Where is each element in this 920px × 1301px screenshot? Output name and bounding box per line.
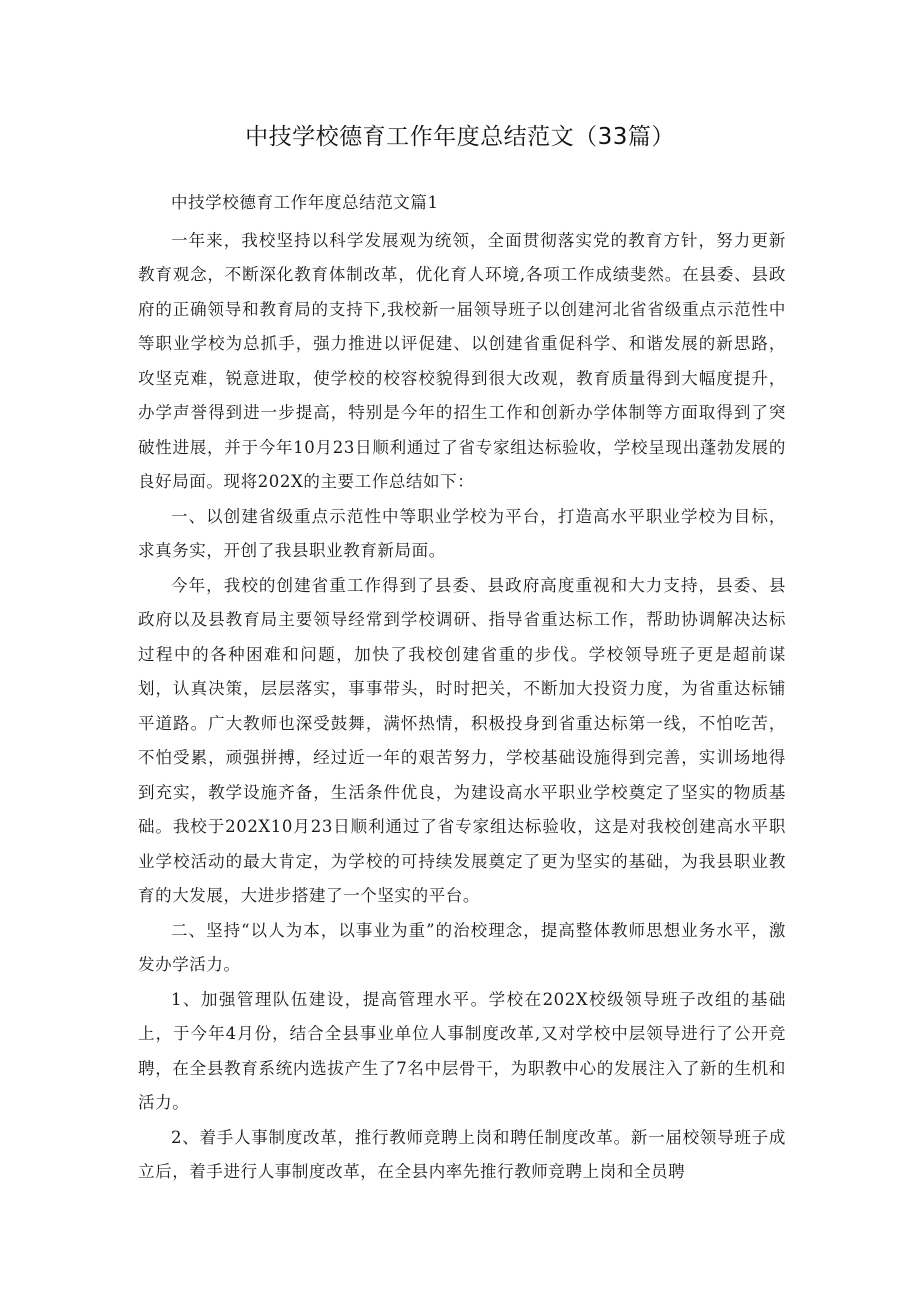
section-subtitle: 中技学校德育工作年度总结范文篇1: [171, 193, 439, 212]
document-body: [138, 186, 786, 1190]
paragraph-section-one-body: 今年，我校的创建省重工作得到了县委、县政府高度重视和大力支持，县委、县政府以及县教育局主要领导经常到学校调研、指导省重达标工作，帮助协调解决达标过程中的各种困难和问题，加快了我校创建省重的步伐。学校领导班子更是超前谋划，认真决策，层层落实，事事带头，时时把关，不断加大投资力度，为省重达标铺平道路。广大教师也深受鼓舞，满怀热情，积极投身到省重达标第一线，不怕吃苦，不怕受累，顽强拼搏，经过近一年的艰苦努力，学校基础设施得到完善，实训场地得到充实，教学设施齐备，生活条件优良，为建设高水平职业学校奠定了坚实的物质基础。我校于202X10月23日顺利通过了省专家组达标验收，这是对我校创建高水平职业学校活动的最大肯定，为学校的可持续发展奠定了更为坚实的基础，为我县职业教育的大发展，大进步搭建了一个坚实的平台。: [138, 575, 786, 905]
paragraph-section-one-heading: 一、以创建省级重点示范性中等职业学校为平台，打造高水平职业学校为目标，求真务实，开创了我县职业教育新局面。: [138, 506, 786, 560]
paragraph-item-one: 1、加强管理队伍建设，提高管理水平。学校在202X校级领导班子改组的基础上，于今年4月份，结合全县事业单位人事制度改革,又对学校中层领导进行了公开竞聘，在全县教育系统内选拔产生了7名中层骨干，为职教中心的发展注入了新的生机和活力。: [138, 989, 786, 1112]
paragraph-section-two-heading: 二、坚持“以人为本，以事业为重”的治校理念，提高整体教师思想业务水平，激发办学活力。: [138, 920, 786, 974]
document-title: 中技学校德育工作年度总结范文（33篇）: [245, 124, 675, 150]
paragraph-item-two: 2、着手人事制度改革，推行教师竞聘上岗和聘任制度改革。新一届校领导班子成立后，着手进行人事制度改革，在全县内率先推行教师竞聘上岗和全员聘: [138, 1127, 786, 1181]
paragraph-intro: 一年来，我校坚持以科学发展观为统领，全面贯彻落实党的教育方针，努力更新教育观念，不断深化教育体制改革，优化育人环境,各项工作成绩斐然。在县委、县政府的正确领导和教育局的支持下,我校新一届领导班子以创建河北省省级重点示范性中等职业学校为总抓手，强力推进以评促建、以创建省重促科学、和谐发展的新思路，攻坚克难，锐意进取，使学校的校容校貌得到很大改观，教育质量得到大幅度提升，办学声誉得到进一步提高，特别是今年的招生工作和创新办学体制等方面取得到了突破性进展，并于今年10月23日顺利通过了省专家组达标验收，学校呈现出蓬勃发展的良好局面。现将202X的主要工作总结如下：: [138, 230, 786, 491]
